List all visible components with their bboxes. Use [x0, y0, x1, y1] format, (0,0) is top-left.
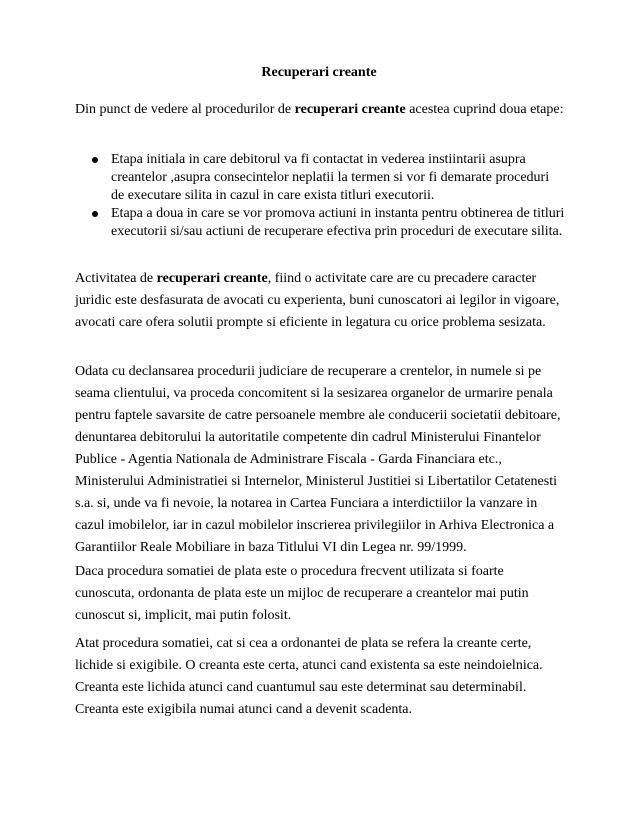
intro-paragraph — [75, 101, 565, 119]
document-title: Recuperari creante — [261, 65, 377, 80]
stage-2-text: Etapa a doua in care se vor promova actiuni in instanta pentru obtinerea de titluri executorii si/sau actiuni de recuperare efectiva prin proceduri de executare silita. — [111, 206, 565, 239]
procedure-paragraph: Odata cu declansarea procedurii judiciare de recuperare a crentelor, in numele si pe seama clientului, va proceda concomitent si la sesizarea organelor de urmarire penala pentru faptele savarsite de catre persoanele membre ale conducerii societatii debitoare, denuntarea debitorului la autoritatile competente din cadrul Ministerului Finantelor Publice - Agentia Nationala de Administrare Fiscala - Garda Financiara etc., Ministerului Administratiei si Internelor, Ministerul Justitiei si Libertatilor Cetatenesti s.a. si, unde va fi nevoie, la notarea in Cartea Funciara a interdictiilor la vanzare in cazul imobilelor, iar in cazul mobilelor inscrierea privilegiilor in Arhiva Electronica a Garantiilor Reale Mobiliare in baza Titlului VI din Legea nr. 99/1999. — [75, 364, 561, 555]
somatie-paragraph: Daca procedura somatiei de plata este o procedura frecvent utilizata si foarte cunoscuta, ordonanta de plata este un mijloc de recuperare a creantelor mai putin cunoscut si, implicit, mai putin folosit. — [75, 564, 529, 623]
activity-paragraph — [75, 268, 565, 334]
stage-1-text: Etapa initiala in care debitorul va fi contactat in vederea instiintarii asupra creantelor ,asupra consecintelor neplatii la termen si vor fi demarate proceduri de executare silita in cazul in care exista titluri executorii. — [111, 152, 550, 203]
bullet-icon — [92, 157, 98, 163]
list-item — [75, 151, 565, 205]
stages-list — [75, 151, 565, 241]
intro-text-start: Din punct de vedere al procedurilor de — [75, 102, 295, 117]
intro-text-end: acestea cuprind doua etape: — [405, 102, 564, 117]
bullet-icon — [92, 211, 98, 217]
activity-text-end: , fiind o activitate care are cu precadere caracter juridic este desfasurata de avocati cu experienta, buni cunoscatori ai legilor in vigoare, avocati care ofera solutii prompte si eficiente in legatura cu orice problema sesizata. — [75, 271, 560, 330]
activity-text-start: Activitatea de — [75, 271, 157, 286]
creante-paragraph: Atat procedura somatiei, cat si cea a ordonantei de plata se refera la creante certe, lichide si exigibile. O creanta este certa, atunci cand existenta sa este neindoielnica. Creanta este lichida atunci cand cuantumul sau este determinat sau determinabil. Creanta este exigibila numai atunci cand a devenit scadenta. — [75, 636, 543, 717]
list-item — [75, 205, 565, 241]
activity-bold-term: recuperari creante — [156, 271, 268, 286]
intro-bold-term: recuperari creante — [294, 102, 406, 117]
